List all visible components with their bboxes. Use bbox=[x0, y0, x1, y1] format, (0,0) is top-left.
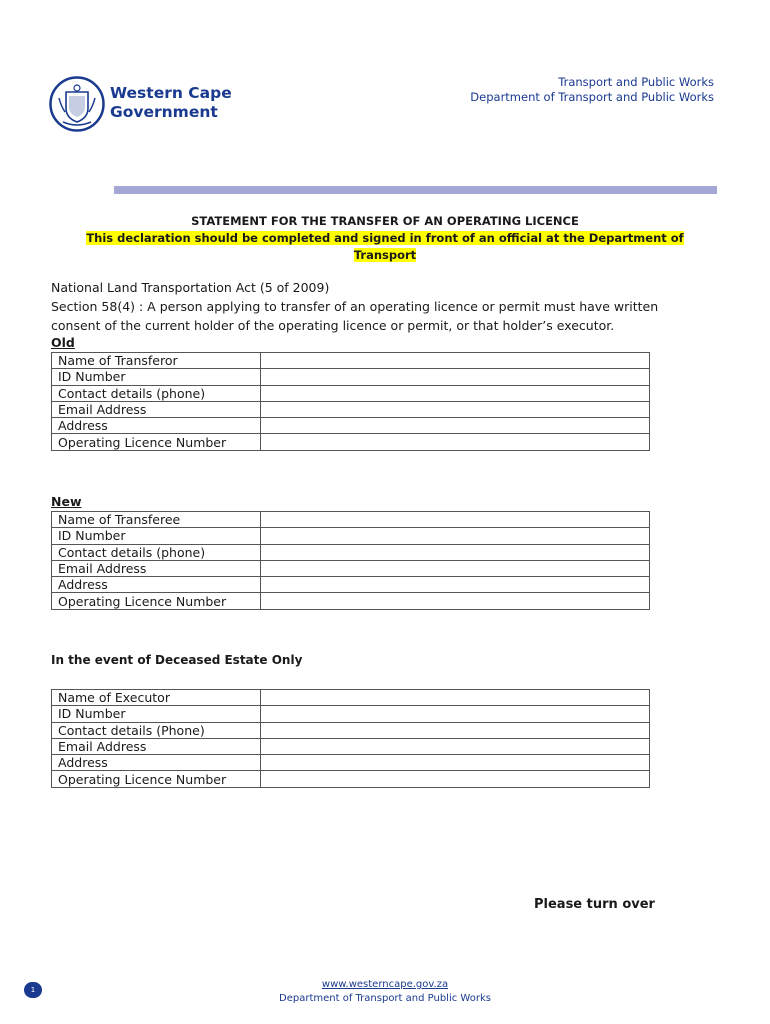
field-label: ID Number bbox=[52, 706, 261, 722]
act-reference: National Land Transportation Act (5 of 2009) bbox=[51, 280, 330, 295]
table-row bbox=[52, 690, 650, 706]
field-value[interactable] bbox=[261, 722, 650, 738]
field-value[interactable] bbox=[261, 690, 650, 706]
table-row bbox=[52, 401, 650, 417]
table-row bbox=[52, 512, 650, 528]
field-value[interactable] bbox=[261, 369, 650, 385]
table-row bbox=[52, 385, 650, 401]
field-label: Operating Licence Number bbox=[52, 593, 261, 609]
field-value[interactable] bbox=[261, 528, 650, 544]
field-value[interactable] bbox=[261, 577, 650, 593]
old-holder-table bbox=[51, 352, 650, 451]
declaration-note bbox=[60, 230, 710, 264]
field-value[interactable] bbox=[261, 771, 650, 787]
field-value[interactable] bbox=[261, 544, 650, 560]
section-line-1: Section 58(4) : A person applying to transfer of an operating licence or permit must have written bbox=[51, 299, 659, 314]
table-row bbox=[52, 738, 650, 754]
turn-over-note: Please turn over bbox=[534, 897, 655, 912]
field-value[interactable] bbox=[261, 560, 650, 576]
page-number: 1 bbox=[24, 982, 42, 998]
table-row bbox=[52, 577, 650, 593]
field-value[interactable] bbox=[261, 434, 650, 450]
field-label: Name of Transferor bbox=[52, 353, 261, 369]
executor-table bbox=[51, 689, 650, 788]
old-section-label: Old bbox=[51, 335, 75, 350]
field-value[interactable] bbox=[261, 401, 650, 417]
logo-line-1: Western Cape bbox=[110, 84, 232, 102]
new-section-label: New bbox=[51, 494, 82, 509]
logo-line-2: Government bbox=[110, 103, 218, 121]
field-label: ID Number bbox=[52, 528, 261, 544]
department-line-1: Transport and Public Works bbox=[558, 75, 714, 89]
declaration-note-line-2: Transport bbox=[353, 248, 417, 262]
new-holder-table bbox=[51, 511, 650, 610]
field-label: Contact details (phone) bbox=[52, 385, 261, 401]
field-value[interactable] bbox=[261, 593, 650, 609]
field-label: Operating Licence Number bbox=[52, 771, 261, 787]
field-label: Name of Transferee bbox=[52, 512, 261, 528]
table-row bbox=[52, 369, 650, 385]
table-row bbox=[52, 434, 650, 450]
table-row bbox=[52, 353, 650, 369]
logo bbox=[49, 76, 249, 132]
table-row bbox=[52, 560, 650, 576]
field-label: Address bbox=[52, 418, 261, 434]
table-row bbox=[52, 755, 650, 771]
table-row bbox=[52, 418, 650, 434]
field-value[interactable] bbox=[261, 385, 650, 401]
table-row bbox=[52, 528, 650, 544]
field-label: Contact details (Phone) bbox=[52, 722, 261, 738]
header-divider bbox=[114, 186, 717, 194]
table-row bbox=[52, 593, 650, 609]
table-row bbox=[52, 706, 650, 722]
field-value[interactable] bbox=[261, 755, 650, 771]
section-line-2: consent of the current holder of the operating licence or permit, or that holder’s executor. bbox=[51, 318, 615, 333]
field-label: ID Number bbox=[52, 369, 261, 385]
table-row bbox=[52, 722, 650, 738]
field-label: Email Address bbox=[52, 560, 261, 576]
document-title: STATEMENT FOR THE TRANSFER OF AN OPERATING LICENCE bbox=[191, 214, 579, 228]
field-label: Contact details (phone) bbox=[52, 544, 261, 560]
field-label: Address bbox=[52, 577, 261, 593]
field-label: Name of Executor bbox=[52, 690, 261, 706]
field-value[interactable] bbox=[261, 353, 650, 369]
field-value[interactable] bbox=[261, 706, 650, 722]
footer bbox=[0, 978, 770, 1006]
field-label: Email Address bbox=[52, 401, 261, 417]
field-value[interactable] bbox=[261, 418, 650, 434]
declaration-note-line-1: This declaration should be completed and signed in front of an official at the Department of bbox=[86, 231, 684, 245]
footer-department: Department of Transport and Public Works bbox=[279, 993, 491, 1004]
field-value[interactable] bbox=[261, 512, 650, 528]
field-label: Address bbox=[52, 755, 261, 771]
department-line-2: Department of Transport and Public Works bbox=[470, 90, 714, 104]
field-value[interactable] bbox=[261, 738, 650, 754]
department-heading bbox=[470, 75, 714, 105]
intro-text bbox=[51, 278, 731, 335]
coat-of-arms-icon bbox=[49, 76, 105, 132]
deceased-section-label: In the event of Deceased Estate Only bbox=[51, 653, 303, 667]
field-label: Operating Licence Number bbox=[52, 434, 261, 450]
table-row bbox=[52, 544, 650, 560]
table-row bbox=[52, 771, 650, 787]
field-label: Email Address bbox=[52, 738, 261, 754]
website-link[interactable]: www.westerncape.gov.za bbox=[321, 979, 449, 990]
